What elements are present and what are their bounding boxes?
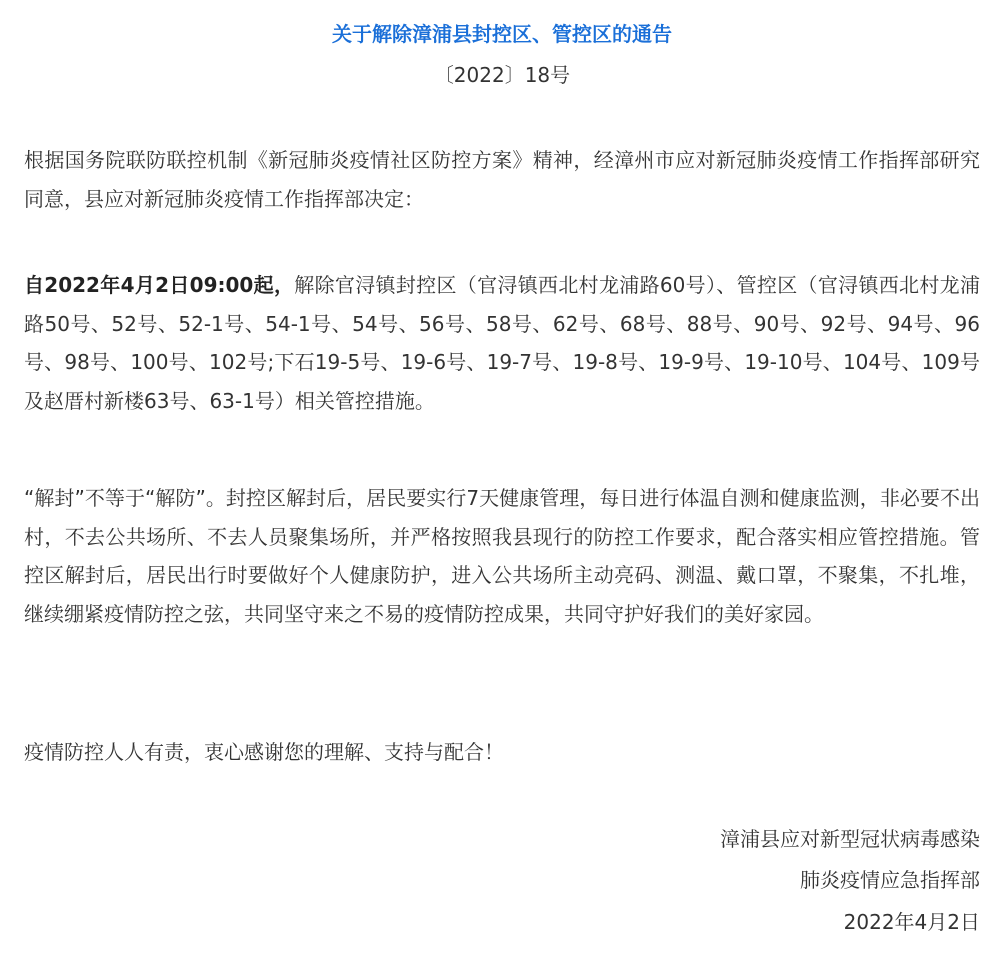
notice-title: 关于解除漳浦县封控区、管控区的通告 (332, 22, 672, 46)
issuer-line-1: 漳浦县应对新型冠状病毒感染 (720, 827, 980, 851)
guidance-paragraph: “解封”不等于“解防”。封控区解封后，居民要实行7天健康管理，每日进行体温自测和健康监测，非必要不出村，不去公共场所、不去人员聚集场所，并严格按照我县现行的防控工作要求，配合落实相应管控措施。管控区解封后，居民出行时要做好个人健康防护，进入公共场所主动亮码、测温、戴口罩，不聚集，不扎堆，继续绷紧疫情防控之弦，共同坚守来之不易的疫情防控成果，共同守护好我们的美好家园。 (24, 486, 980, 626)
decision-body: 解除官浔镇封控区（官浔镇西北村龙浦路60号）、管控区（官浔镇西北村龙浦路50号、52号、52-1号、54-1号、54号、56号、58号、62号、68号、88号、90号、92号、94号、96号、98号、100号、102号;下石19-5号、19-6号、19-7号、19-8号、19-9号、19-10号、104号、109号及赵厝村新楼63号、63-1号）相关管控措施。 (24, 273, 980, 413)
closing-paragraph: 疫情防控人人有责，衷心感谢您的理解、支持与配合！ (24, 740, 504, 764)
decision-effective-time: 自2022年4月2日09:00起， (24, 273, 295, 297)
document-number: 〔2022〕18号 (433, 63, 571, 87)
issue-date: 2022年4月2日 (843, 910, 980, 934)
intro-paragraph: 根据国务院联防联控机制《新冠肺炎疫情社区防控方案》精神，经漳州市应对新冠肺炎疫情工作指挥部研究同意，县应对新冠肺炎疫情工作指挥部决定： (24, 148, 980, 211)
decision-paragraph (24, 266, 980, 420)
issuer-line-2: 肺炎疫情应急指挥部 (800, 868, 980, 892)
